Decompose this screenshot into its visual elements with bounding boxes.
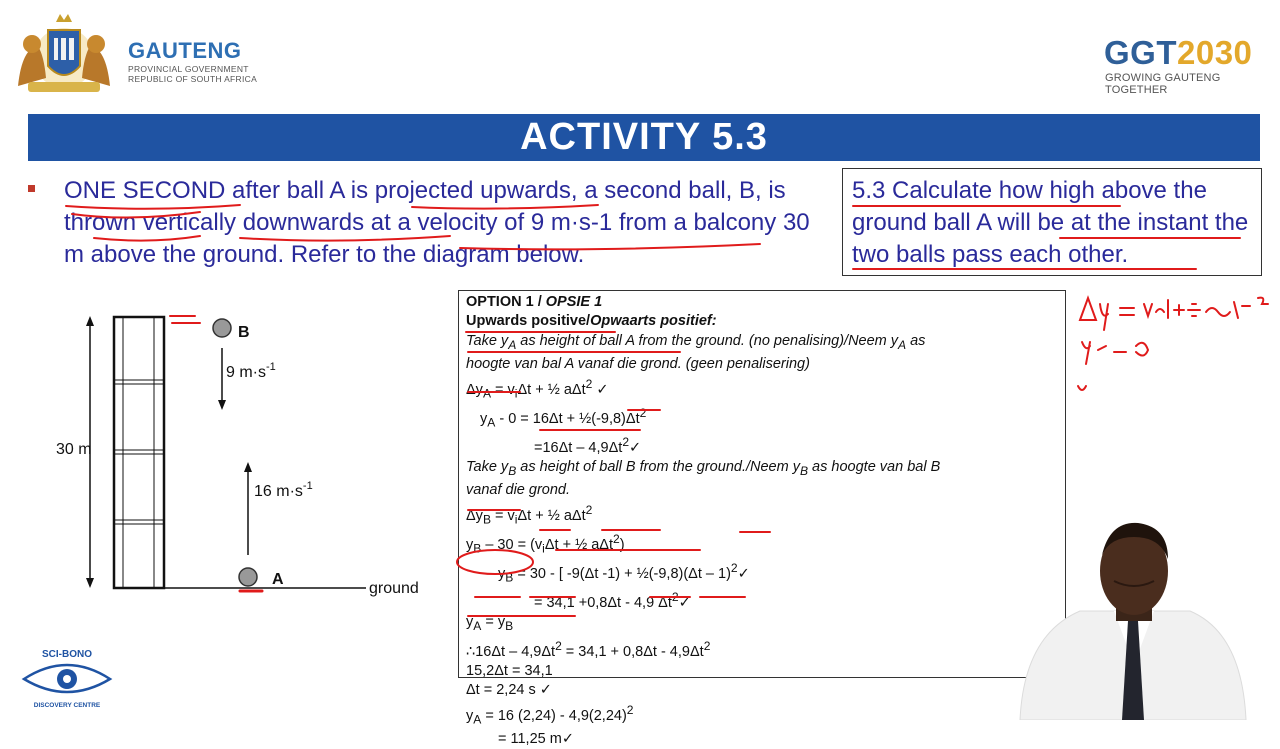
ball-a-label: A	[272, 571, 284, 588]
option-title: OPTION 1 / OPSIE 1	[466, 294, 603, 310]
question-text: 5.3 Calculate how high above the ground ball A will be at the instant the two balls pass each other.	[852, 177, 1249, 268]
problem-lead: ONE SECOND	[64, 177, 226, 204]
balls-diagram	[40, 300, 440, 620]
equation-7: = 34,1 +0,8Δt - 4,9 $\Delta t^2✓$	[534, 590, 691, 611]
building	[114, 317, 164, 588]
equation-10: 15,2Δt = 34,1	[466, 662, 553, 679]
height-label: 30 m	[56, 441, 92, 458]
activity-title: ACTIVITY 5.3	[520, 116, 768, 158]
direction-line: Upwards positive/Opwaarts positief:	[466, 313, 717, 330]
equation-1: $\Delta y_A = v_i\Delta t$ + ½ aΔt$^2$ ✓	[466, 376, 609, 401]
ggt-tagline: GROWING GAUTENG TOGETHER	[1105, 72, 1221, 96]
velocity-b-label: 9 $m\cdot s^{-1}$	[226, 361, 276, 381]
handwritten-notes	[1072, 290, 1280, 410]
take-yb-line: Take $y_B$ as height of ball B from the ground./Neem $y_B$ as hoogte van bal B	[466, 459, 941, 478]
equation-4: $\Delta y_B = v_i\Delta t$ + ½ aΔt$^2$	[466, 502, 593, 527]
coat-of-arms-icon	[8, 8, 120, 94]
ball-b-label: B	[238, 324, 250, 341]
presenter-video	[1010, 515, 1260, 720]
ggt-year: 2030	[1177, 34, 1253, 71]
equation-9: ∴16Δt – $4,9\Delta t^2 = 34,1 + 0,8\Delta t - 4,9\Delta t^2$	[466, 638, 711, 660]
memo-solution	[466, 293, 1062, 749]
problem-statement	[64, 175, 824, 271]
org-subtitle: PROVINCIAL GOVERNMENT	[128, 64, 249, 74]
equation-3: $=16\Delta t - 4,9\Delta t^2✓$	[534, 434, 642, 456]
velocity-a-label: 16 $m\cdot s^{-1}$	[254, 480, 313, 500]
take-ya-line: Take $y_A$ as height of ball A from the ground. (no penalising)/Neem $y_A$ as	[466, 332, 926, 352]
org-name: GAUTENG	[128, 38, 242, 63]
eye-logo-icon	[18, 645, 116, 709]
equation-8: $y_A = y_B$	[466, 614, 514, 634]
ggt2030-logo	[1104, 34, 1252, 72]
scibono-tagline: DISCOVERY CENTRE	[33, 702, 101, 709]
scibono-name: SCI-BONO	[42, 649, 92, 660]
org-country: REPUBLIC OF SOUTH AFRICA	[128, 74, 258, 84]
problem-body: after ball A is projected upwards, a second ball, B, is thrown vertically downwards at a velocity of 9 m·s-1 from a balcony 30 m above the ground. Refer to the diagram below.	[64, 177, 810, 268]
ground-label: ground	[369, 580, 419, 597]
equation-6: $y_B = 30$ - [ -9(Δt -1) + ½(-9,8)(Δt – 1)$^2$✓	[498, 560, 750, 585]
equation-2: $y_A - 0 = 16\Delta t$ + $\frac{1}{2}(-9,8)\Delta t^2$	[480, 405, 647, 430]
ball-a	[239, 568, 257, 586]
equation-11: Δt = 2,24 s ✓	[466, 682, 552, 699]
equation-13: = 11,25 m✓	[498, 730, 574, 747]
take-ya-line-2: hoogte van bal A vanaf die grond. (geen penalisering)	[466, 356, 810, 373]
equation-5: $y_B - 30 = (v_i\Delta t$ + ½ aΔt$^2$)	[466, 531, 625, 556]
bullet-marker	[28, 185, 35, 192]
take-yb-line-2: vanaf die grond.	[466, 482, 570, 499]
ggt-text: GGT	[1104, 34, 1177, 71]
equation-12: $y_A = 16$ $(2,24) - 4,9(2,24)^2$	[466, 702, 634, 727]
ball-b	[213, 319, 231, 337]
